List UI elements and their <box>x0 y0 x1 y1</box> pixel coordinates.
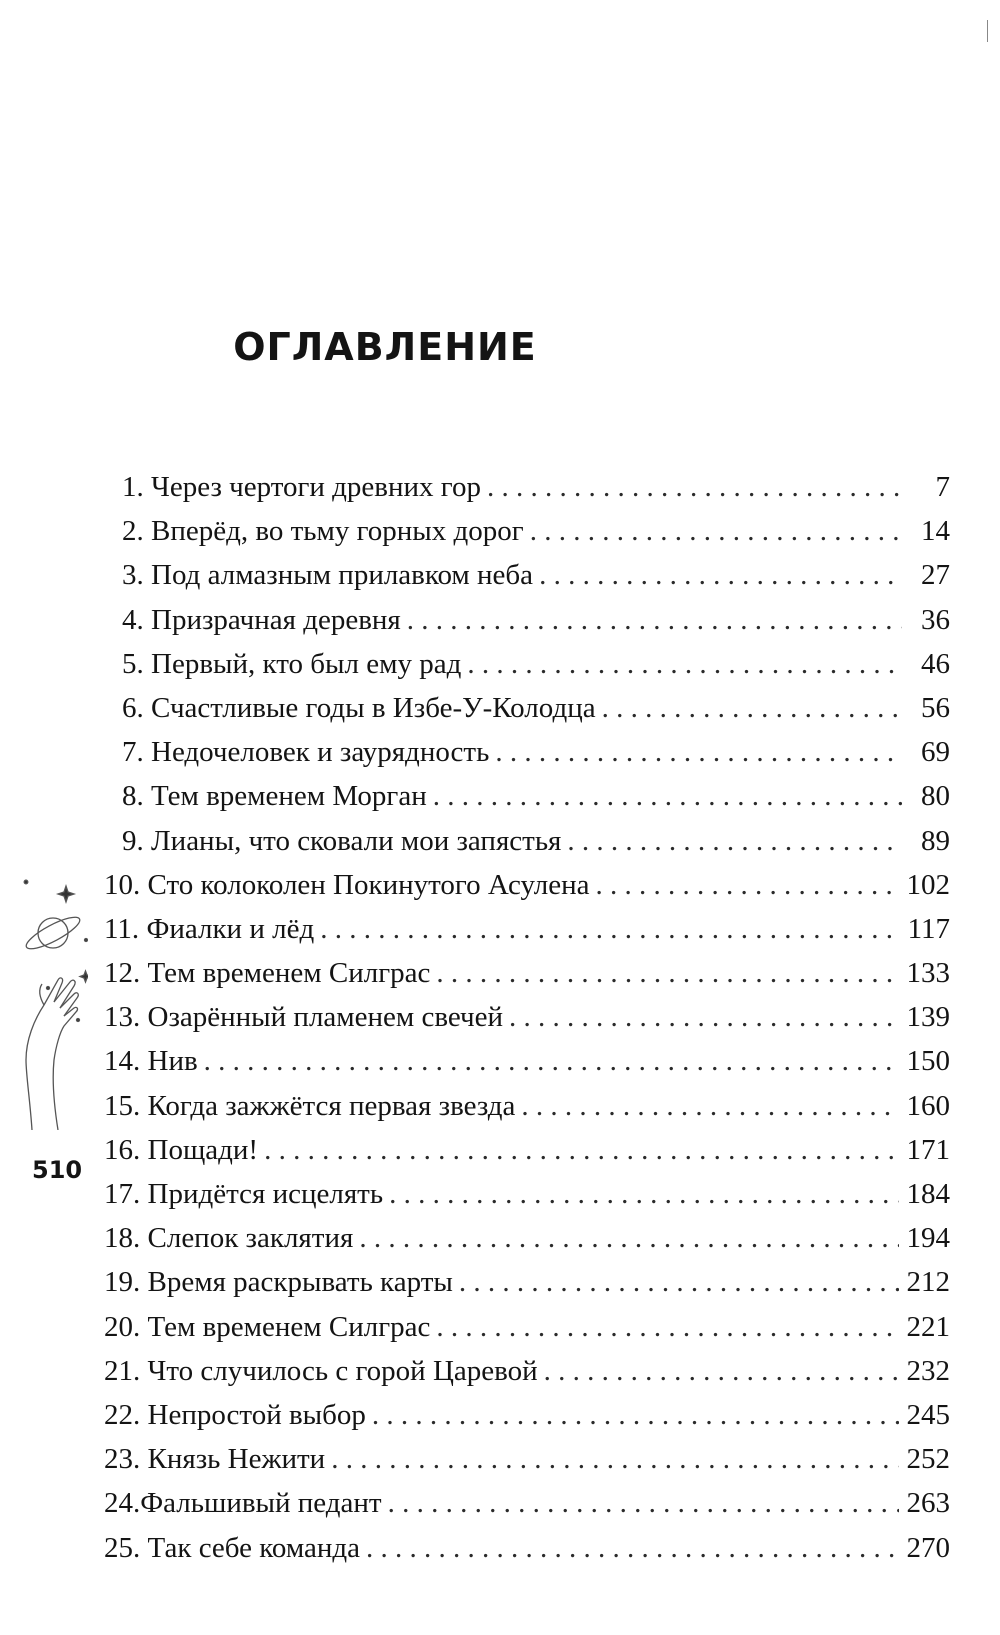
toc-entry-page: 102 <box>906 868 950 901</box>
toc-entry-text: Через чертоги древних гор <box>151 471 481 503</box>
toc-entry <box>104 951 950 995</box>
toc-entry-title <box>104 1349 538 1393</box>
toc-entry <box>104 1172 950 1216</box>
toc-entry-page: 212 <box>906 1266 950 1299</box>
toc-entry <box>104 730 950 774</box>
toc-entry-page: 232 <box>906 1354 950 1387</box>
toc-entry-text: Тем временем Морган <box>151 780 427 813</box>
dot-leader <box>436 1305 898 1349</box>
toc-entry <box>104 1437 950 1481</box>
dot-leader <box>388 1481 899 1525</box>
toc-entry-title <box>104 509 524 553</box>
toc-entry-page: 27 <box>921 559 950 592</box>
toc-entry-title <box>104 819 561 863</box>
toc-entry-text: Пощади! <box>147 1133 259 1166</box>
toc-entry-number: 24. <box>104 1487 141 1520</box>
toc-entry-number: 7. <box>122 736 144 769</box>
toc-entry-number: 22. <box>104 1398 141 1431</box>
toc-entry-text: Непростой выбор <box>147 1398 366 1431</box>
dot-leader <box>530 509 902 553</box>
toc-entry-title <box>104 1128 258 1172</box>
toc-entry-text: Что случилось с горой Царевой <box>147 1354 538 1387</box>
toc-entry-title <box>104 642 461 686</box>
toc-entry-page: 221 <box>906 1310 950 1343</box>
toc-entry-number: 20. <box>104 1310 141 1343</box>
toc-entry-number: 6. <box>122 691 144 724</box>
toc-entry-number: 4. <box>122 603 144 636</box>
dot-leader <box>509 995 898 1039</box>
toc-entry-text: Нив <box>147 1045 198 1078</box>
toc-entry <box>104 774 950 818</box>
toc-entry-page: 69 <box>921 736 950 769</box>
dot-leader <box>544 1349 899 1393</box>
toc-entry-number: 25. <box>104 1531 141 1564</box>
toc-entry-number: 9. <box>122 824 144 857</box>
toc-entry-page: 80 <box>921 780 950 813</box>
toc-entry-page: 245 <box>906 1398 950 1431</box>
toc-entry-title <box>104 774 427 818</box>
toc-entry-text: Когда зажжётся первая звезда <box>147 1089 516 1122</box>
dot-leader <box>407 598 902 642</box>
toc-entry-page: 117 <box>907 912 950 945</box>
toc-entry-number: 8. <box>122 780 144 813</box>
toc-entry-text: Тем временем Силграс <box>147 1310 431 1343</box>
page-number: 510 <box>32 1156 83 1184</box>
dot-leader <box>264 1128 898 1172</box>
toc-entry-number: 16. <box>104 1133 141 1166</box>
toc-entry-text: Под алмазным прилавком неба <box>151 559 534 592</box>
toc-entry-title <box>104 907 314 951</box>
toc-entry-title <box>104 1437 325 1481</box>
toc-entry <box>104 642 950 686</box>
toc-entry-number: 17. <box>104 1178 141 1210</box>
toc-entry-title <box>104 995 503 1039</box>
toc-entry-title <box>104 1393 366 1437</box>
hand-icon <box>26 978 78 1130</box>
toc-entry-number: 23. <box>104 1443 141 1476</box>
dot-leader <box>487 465 902 509</box>
toc-entry <box>104 907 950 951</box>
toc-entry-page: 36 <box>921 603 950 636</box>
toc-entry <box>104 1349 950 1393</box>
toc-entry-text: Недочеловек и заурядность <box>151 736 490 769</box>
toc-entry <box>104 686 950 730</box>
table-of-contents <box>104 465 950 1570</box>
toc-entry-title <box>104 1481 382 1525</box>
toc-entry <box>104 509 950 553</box>
toc-entry-page: 263 <box>906 1487 950 1520</box>
toc-entry <box>104 1260 950 1304</box>
toc-entry-title <box>104 1084 515 1128</box>
toc-entry-title <box>104 465 481 509</box>
toc-entry-title <box>104 553 533 597</box>
toc-entry-number: 15. <box>104 1089 141 1122</box>
dot-leader <box>602 686 902 730</box>
toc-entry-text: Счастливые годы в Избе-У-Колодца <box>151 691 596 724</box>
planet-icon <box>23 912 83 954</box>
toc-entry-text: Первый, кто был ему рад <box>151 647 462 680</box>
toc-entry <box>104 1393 950 1437</box>
toc-entry-page: 160 <box>906 1089 950 1122</box>
toc-entry-number: 21. <box>104 1354 141 1387</box>
toc-entry-number: 18. <box>104 1222 141 1255</box>
toc-entry <box>104 1305 950 1349</box>
toc-entry-number: 14. <box>104 1045 141 1078</box>
toc-entry-number: 13. <box>104 1001 141 1034</box>
toc-entry-page: 270 <box>906 1531 950 1564</box>
toc-entry-text: Вперёд, во тьму горных дорог <box>151 515 524 548</box>
dot-leader <box>596 863 899 907</box>
toc-entry-page: 194 <box>906 1222 950 1255</box>
dot-leader <box>204 1039 899 1083</box>
toc-entry-page: 14 <box>921 515 950 548</box>
toc-entry-text: Так себе команда <box>147 1531 361 1564</box>
toc-entry <box>104 553 950 597</box>
toc-entry-number: 3. <box>122 559 144 592</box>
toc-entry-number: 5. <box>122 647 144 680</box>
toc-entry-page: 139 <box>906 1001 950 1034</box>
dot-leader <box>495 730 902 774</box>
toc-entry-page: 252 <box>906 1443 950 1476</box>
toc-entry-number: 1. <box>122 471 144 503</box>
dot-leader <box>389 1172 898 1216</box>
dot-leader <box>366 1526 898 1570</box>
toc-entry-page: 46 <box>921 647 950 680</box>
toc-entry <box>104 995 950 1039</box>
toc-entry-text: Фиалки и лёд <box>146 912 315 945</box>
toc-entry <box>104 1084 950 1128</box>
toc-entry-page: 184 <box>906 1178 950 1210</box>
hand-planet-stars-illustration <box>8 870 88 1135</box>
toc-entry <box>104 598 950 642</box>
toc-entry-title <box>104 1039 198 1083</box>
toc-entry-text: Сто колоколен Покинутого Асулена <box>147 868 590 901</box>
toc-entry-text: Озарённый пламенем свечей <box>147 1001 504 1034</box>
toc-entry-title <box>104 1526 360 1570</box>
dot-leader <box>436 951 898 995</box>
toc-entry-text: Придётся исцелять <box>147 1178 384 1210</box>
toc-entry <box>104 1216 950 1260</box>
toc-entry <box>104 863 950 907</box>
toc-entry-title <box>104 951 430 995</box>
toc-entry-title <box>104 686 596 730</box>
toc-entry-title <box>104 1260 453 1304</box>
dot-leader <box>372 1393 899 1437</box>
toc-entry-page: 89 <box>921 824 950 857</box>
toc-entry-number: 19. <box>104 1266 141 1299</box>
toc-entry-title <box>104 1172 383 1216</box>
toc-entry-page: 150 <box>906 1045 950 1078</box>
dot-leader <box>331 1437 898 1481</box>
toc-entry-page: 56 <box>921 691 950 724</box>
dot-leader <box>320 907 899 951</box>
toc-entry-page: 7 <box>935 471 950 503</box>
toc-entry-title <box>104 1216 353 1260</box>
toc-entry-text: Князь Нежити <box>147 1443 326 1476</box>
toc-entry-number: 11. <box>104 912 140 945</box>
toc-entry-text: Время раскрывать карты <box>147 1266 453 1299</box>
toc-entry-text: Слепок заклятия <box>147 1222 354 1255</box>
dot-leader <box>433 774 902 818</box>
toc-entry-text: Призрачная деревня <box>151 603 401 636</box>
toc-entry-number: 2. <box>122 515 144 548</box>
toc-entry-title <box>104 863 590 907</box>
dot-leader <box>521 1084 898 1128</box>
page-title: ОГЛАВЛЕНИЕ <box>233 325 537 370</box>
dot-leader <box>539 553 902 597</box>
toc-entry-text: Лианы, что сковали мои запястья <box>151 824 562 857</box>
toc-entry-title <box>104 1305 430 1349</box>
page-edge-mark <box>987 20 988 42</box>
star-icon <box>58 886 74 902</box>
toc-entry <box>104 465 950 509</box>
dot-leader <box>359 1216 898 1260</box>
toc-entry <box>104 1481 950 1525</box>
toc-entry-page: 133 <box>906 957 950 990</box>
toc-entry <box>104 1128 950 1172</box>
toc-entry-title <box>104 598 401 642</box>
toc-entry <box>104 1526 950 1570</box>
dot-leader <box>567 819 902 863</box>
dot-leader <box>467 642 902 686</box>
dot-leader <box>459 1260 899 1304</box>
toc-entry-text: Тем временем Силграс <box>147 957 431 990</box>
toc-entry-title <box>104 730 489 774</box>
toc-entry-text: Фальшивый педант <box>140 1487 382 1520</box>
toc-entry-number: 12. <box>104 957 141 990</box>
toc-entry-page: 171 <box>906 1133 950 1166</box>
toc-entry-number: 10. <box>104 868 141 901</box>
toc-entry <box>104 1039 950 1083</box>
toc-entry <box>104 819 950 863</box>
